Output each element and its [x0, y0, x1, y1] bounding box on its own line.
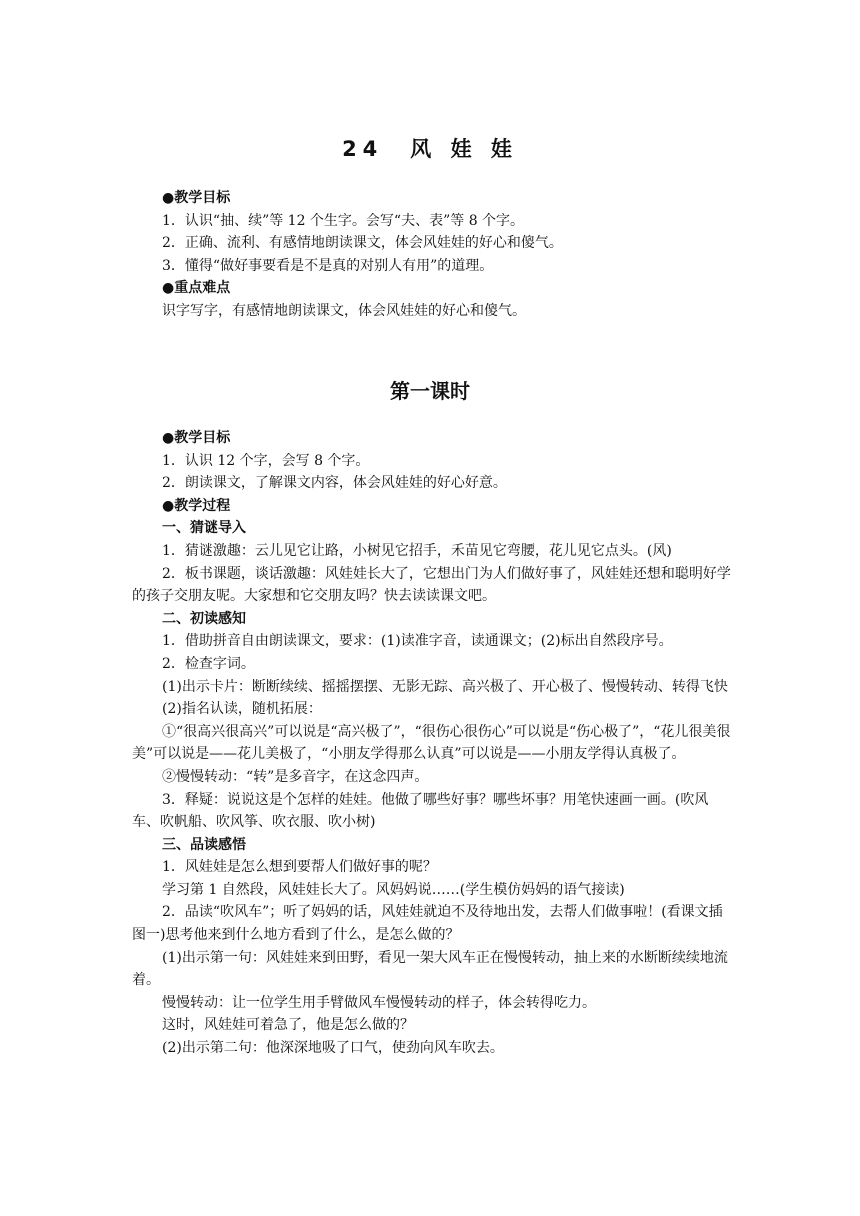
- section-heading: ●教学过程: [162, 497, 231, 514]
- paragraph: 3．释疑：说说这是个怎样的娃娃。他做了哪些好事？哪些坏事？用笔快速画一画。(吹风车、吹帆船、吹风筝、吹衣服、吹小树): [132, 791, 709, 831]
- paragraph: (1)出示卡片：断断续续、摇摇摆摆、无影无踪、高兴极了、开心极了、慢慢转动、转得飞快: [162, 678, 728, 695]
- text-line: 3．懂得“做好事要看是不是真的对别人有用”的道理。: [162, 257, 494, 274]
- text-line: 慢慢转动：让一位学生用手臂做风车慢慢转动的样子，体会转得吃力。: [162, 994, 596, 1011]
- paragraph: 2．板书课题，谈话激趣：风娃娃长大了，它想出门为人们做好事了，风娃娃还想和聪明好学的孩子交朋友呢。大家想和它交朋友吗？快去读读课文吧。: [132, 565, 731, 605]
- text-line: ②慢慢转动：“转”是多音字，在这念四声。: [162, 768, 429, 785]
- text-line: 这时，风娃娃可着急了，他是怎么做的？: [162, 1017, 414, 1034]
- text-line: 识字写字，有感情地朗读课文，体会风娃娃的好心和傻气。: [162, 302, 526, 319]
- paragraph: ①“很高兴很高兴”可以说是“高兴极了”，“很伤心很伤心”可以说是“伤心极了”，“花儿很美很美”可以说是——花儿美极了，“小朋友学得那么认真”可以说是——小朋友学得认真极了。: [132, 723, 731, 763]
- section-heading: ●教学目标: [162, 190, 231, 206]
- text-line: 2．朗读课文，了解课文内容，体会风娃娃的好心好意。: [162, 475, 507, 492]
- section-heading: 二、初读感知: [162, 610, 246, 627]
- text-line: 1．认识“抽、续”等 12 个生字。会写“夫、表”等 8 个字。: [162, 212, 525, 229]
- section-heading: 三、品读感悟: [162, 836, 246, 853]
- text-line: 1．认识 12 个字，会写 8 个字。: [162, 452, 370, 469]
- text-line: 2．检查字词。: [162, 655, 255, 672]
- text-line: (2)出示第二句：他深深地吸了口气，使劲向风车吹去。: [162, 1040, 504, 1057]
- text-line: 2．正确、流利、有感情地朗读课文，体会风娃娃的好心和傻气。: [162, 235, 563, 252]
- section-heading: 一、猜谜导入: [162, 520, 246, 537]
- intro-block: [162, 187, 732, 323]
- text-line: 1．风娃娃是怎么想到要帮人们做好事的呢？: [162, 859, 437, 876]
- section-heading: ●教学目标: [162, 430, 231, 446]
- text-line: (2)指名认读，随机拓展：: [162, 701, 322, 718]
- section-heading: ●重点难点: [162, 280, 231, 297]
- lesson-block: [132, 427, 732, 1060]
- section-title: 第一课时: [390, 379, 470, 403]
- lesson-title: 24 风 娃 娃: [342, 137, 518, 161]
- paragraph: (1)出示第一句：风娃娃来到田野，看见一架大风车正在慢慢转动，抽上来的水断断续续地流着。: [132, 949, 728, 989]
- text-line: 1．猜谜激趣：云儿见它让路，小树见它招手，禾苗见它弯腰，花儿见它点头。(风): [162, 542, 672, 559]
- text-line: 1．借助拼音自由朗读课文，要求：(1)读准字音，读通课文；(2)标出自然段序号。: [162, 633, 673, 650]
- paragraph: 2．品读“吹风车”；听了妈妈的话，风娃娃就迫不及待地出发，去帮人们做事啦！(看课文插图一)思考他来到什么地方看到了什么，是怎么做的？: [132, 904, 723, 944]
- text-line: 学习第 1 自然段，风娃娃长大了。风妈妈说……(学生模仿妈妈的语气接读): [162, 881, 625, 898]
